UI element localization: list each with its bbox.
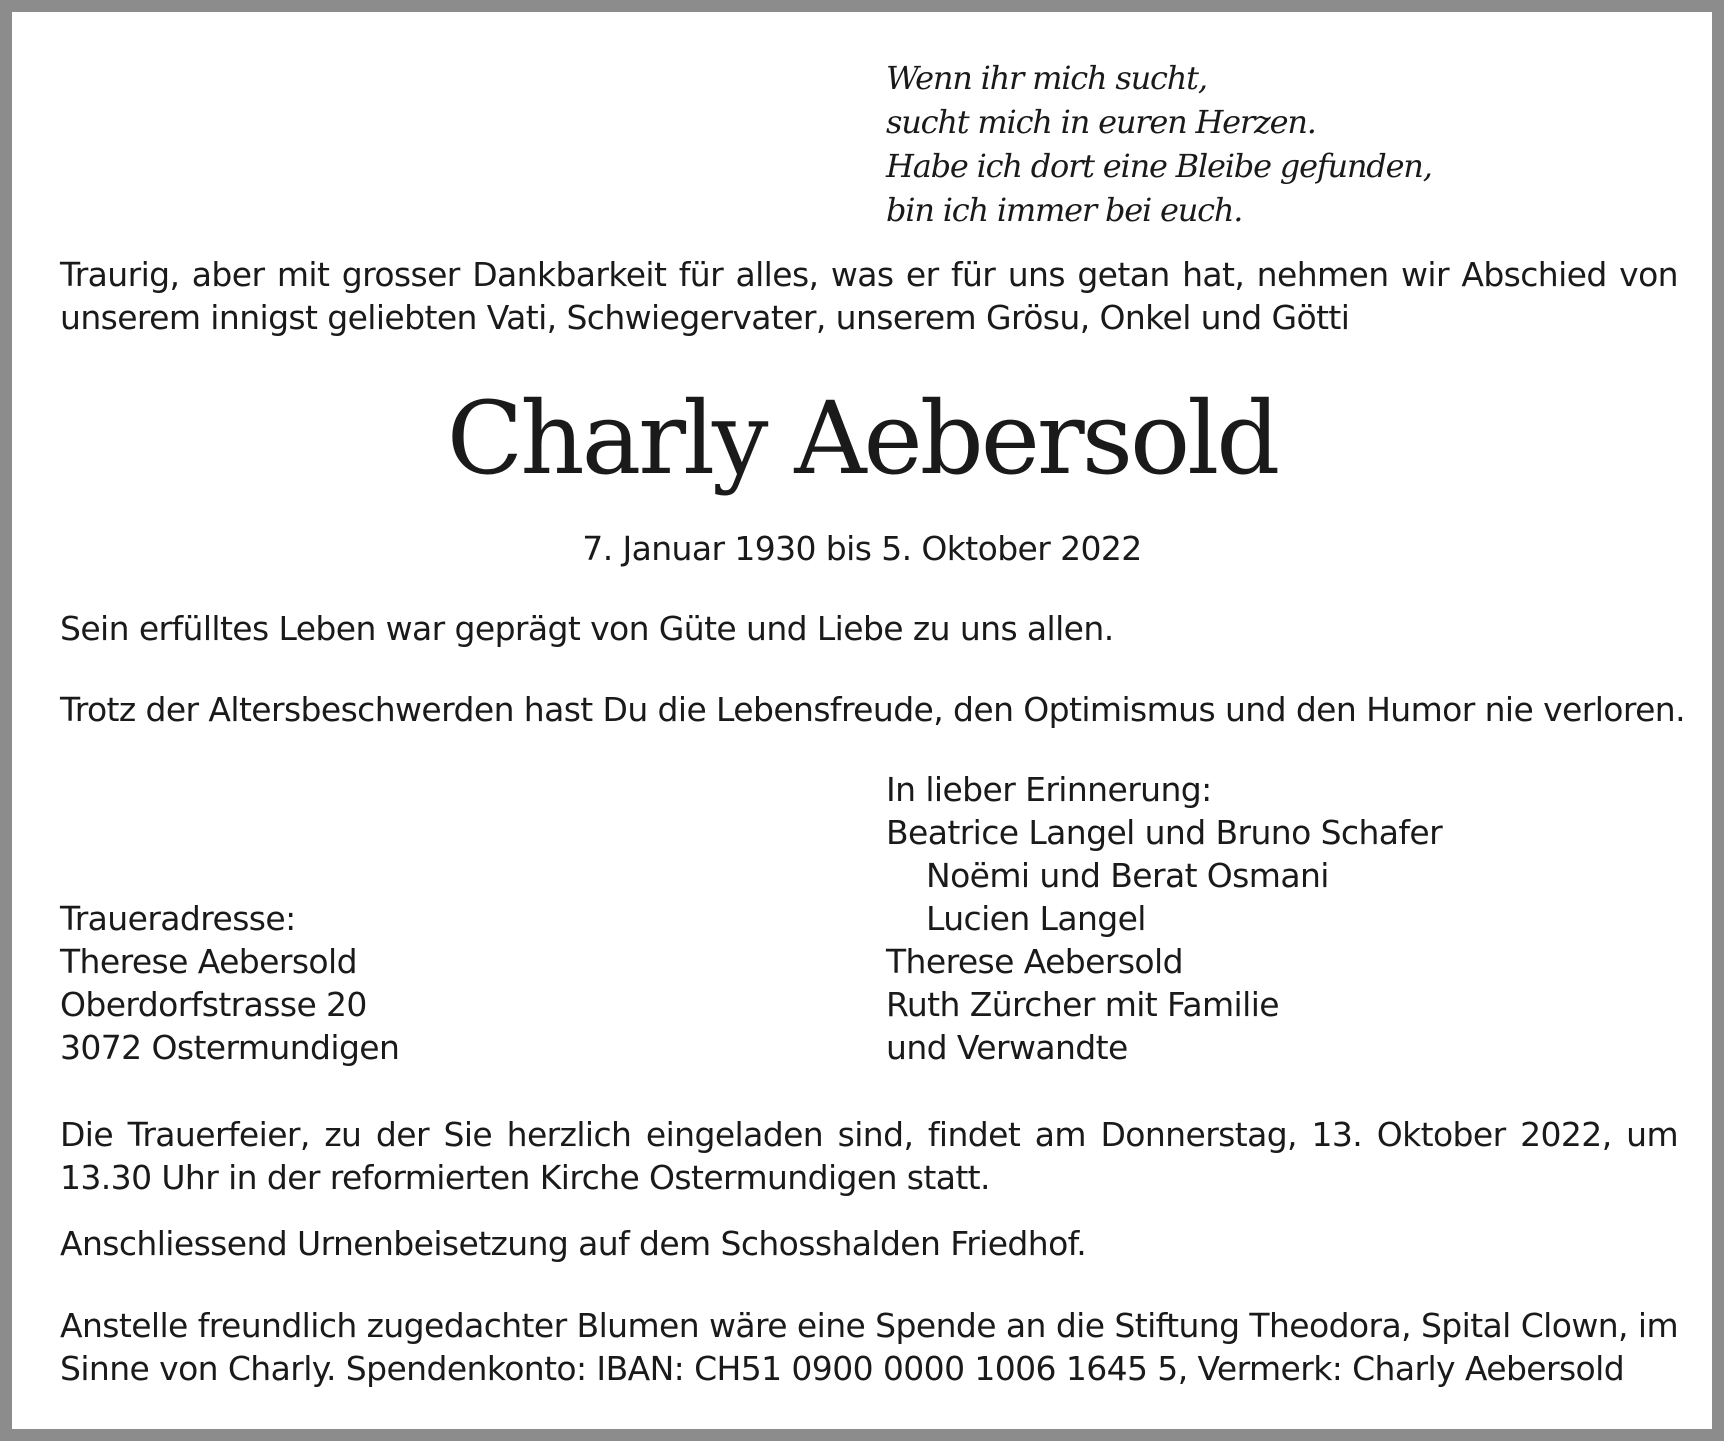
mourner-line: und Verwandte	[886, 1028, 1128, 1067]
life-paragraph: Sein erfülltes Leben war geprägt von Güte und Liebe zu uns allen.	[60, 609, 1114, 648]
address-city: 3072 Ostermundigen	[60, 1028, 400, 1067]
address-street: Oberdorfstrasse 20	[60, 985, 367, 1024]
optimism-paragraph: Trotz der Altersbeschwerden hast Du die Lebensfreude, den Optimismus und den Humor nie verloren.	[60, 690, 1685, 729]
intro-paragraph: Traurig, aber mit grosser Dankbarkeit für alles, was er für uns getan hat, nehmen wir Abschied von unserem innigst geliebten Vati, Schwiegervater, unserem Grösu, Onkel und Götti	[60, 255, 1678, 337]
obituary-page	[12, 12, 1712, 1429]
mourner-line: Beatrice Langel und Bruno Schafer	[886, 813, 1443, 852]
address-name: Therese Aebersold	[60, 942, 357, 981]
funeral-paragraph: Die Trauerfeier, zu der Sie herzlich eingeladen sind, findet am Donnerstag, 13. Oktober 2022, um 13.30 Uhr in der reformierten Kirche Ostermundigen statt.	[60, 1115, 1678, 1197]
address-label: Traueradresse:	[60, 899, 296, 938]
mourners-list	[886, 768, 1442, 1069]
poem-line: Wenn ihr mich sucht,	[886, 59, 1207, 97]
mourner-line: Lucien Langel	[926, 899, 1146, 938]
mourning-address	[60, 897, 399, 1069]
burial-paragraph: Anschliessend Urnenbeisetzung auf dem Schosshalden Friedhof.	[60, 1224, 1087, 1263]
mourners-heading: In lieber Erinnerung:	[886, 770, 1212, 809]
poem-line: Habe ich dort eine Bleibe gefunden,	[886, 147, 1432, 185]
mourner-line: Therese Aebersold	[886, 942, 1183, 981]
mourner-line: Ruth Zürcher mit Familie	[886, 985, 1279, 1024]
donation-paragraph: Anstelle freundlich zugedachter Blumen wäre eine Spende an die Stiftung Theodora, Spital Clown, im Sinne von Charly. Spendenkonto: IBAN: CH51 0900 0000 1006 1645 5, Vermerk: Charly Aebersold	[60, 1306, 1678, 1388]
poem-line: sucht mich in euren Herzen.	[886, 103, 1316, 141]
mourner-line: Noëmi und Berat Osmani	[926, 856, 1329, 895]
life-dates: 7. Januar 1930 bis 5. Oktober 2022	[582, 529, 1142, 568]
poem	[886, 56, 1432, 232]
deceased-name: Charly Aebersold	[446, 380, 1278, 497]
poem-line: bin ich immer bei euch.	[886, 191, 1243, 229]
